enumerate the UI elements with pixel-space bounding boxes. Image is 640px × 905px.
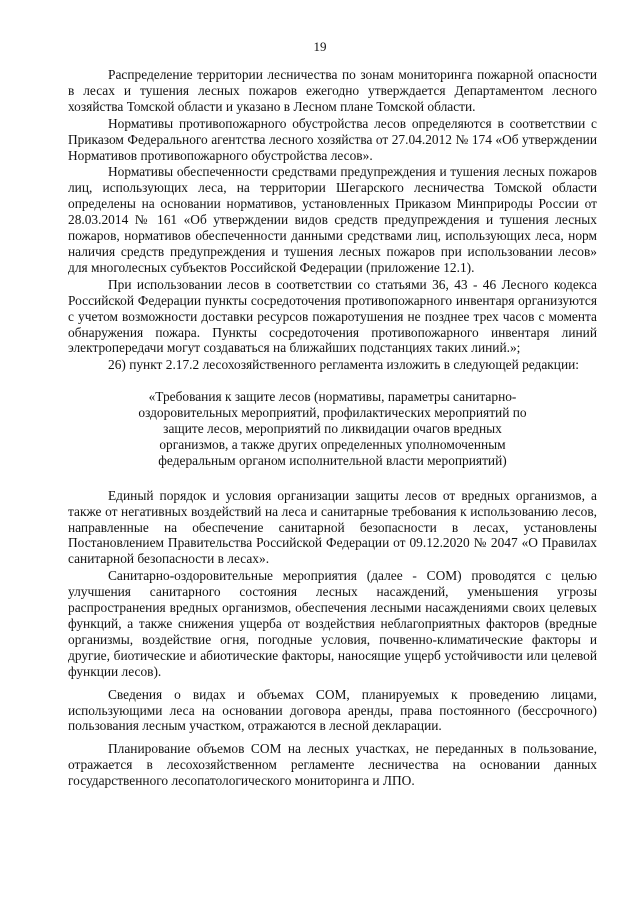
- paragraph-sanitary-measures: Санитарно-оздоровительные мероприятия (далее - СОМ) проводятся с целью улучшения санитарного состояния лесных насаждений, уменьшения угрозы распространения вредных организмов, обеспечения лесными насаждениями своих целевых функций, а также снижения ущерба от воздействия неблагоприятных факторов (вредные организмы, воздействие огня, погодные условия, почвенно-климатические факторы и другие, биотические и абиотические факторы, наносящие ущерб устойчивости или целевой функции лесов).: [68, 568, 597, 679]
- paragraph-fire-zones: Распределение территории лесничества по зонам мониторинга пожарной опасности в лесах и тушения лесных пожаров ежегодно утверждается Департаментом лесного хозяйства Томской области и указано в Лесном плане Томской области.: [68, 67, 597, 114]
- paragraph-fire-equipment-norms: Нормативы противопожарного обустройства лесов определяются в соответствии с Приказом Федерального агентства лесного хозяйства от 27.04.2012 № 174 «Об утверждении Нормативов противопожарного обустройства лесов».: [68, 115, 597, 163]
- document-body: [68, 67, 597, 789]
- paragraph-protection-order: Единый порядок и условия организации защиты лесов от вредных организмов, а также от негативных воздействий на леса и санитарные требования к использованию лесов, направленные на обеспечение санитарной безопасности в лесах, установлены Постановлением Правительства Российской Федерации от 09.12.2020 № 2047 «О Правилах санитарной безопасности в лесах».: [68, 487, 597, 567]
- page-number: 19: [313, 39, 327, 54]
- paragraph-fire-means-norms: Нормативы обеспеченности средствами предупреждения и тушения лесных пожаров лиц, использующих леса, на территории Шегарского лесничества Томской области определены на основании нормативов, установленных Приказом Минприроды России от 28.03.2014 № 161 «Об утверждении видов средств предупреждения и тушения лесных пожаров, нормативов обеспеченности данными средствами лиц, использующих леса, норм наличия средств предупреждения и тушения лесных пожаров при использовании лесов» для многолесных субъектов Российской Федерации (приложение 12.1).: [68, 164, 597, 275]
- section-heading: «Требования к защите лесов (нормативы, параметры санитарно-оздоровительных мероприятий, профилактических мероприятий по защите лесов, мероприятий по ликвидации очагов вредных организмов, а также других определенных уполномоченным федеральным органом исполнительной власти мероприятий): [138, 389, 527, 468]
- paragraph-amendment-item: 26) пункт 2.17.2 лесохозяйственного регламента изложить в следующей редакции:: [108, 357, 580, 373]
- paragraph-som-declaration: Сведения о видах и объемах СОМ, планируемых к проведению лицами, использующими леса на основании договора аренды, права постоянного (бессрочного) пользования лесным участком, отражаются в лесной декларации.: [68, 686, 597, 734]
- paragraph-fire-equipment-points: При использовании лесов в соответствии со статьями 36, 43 - 46 Лесного кодекса Российской Федерации пункты сосредоточения противопожарного инвентаря организуются с учетом возможности доставки ресурсов пожаротушения не позднее трех часов с момента обнаружения пожара. Пункты сосредоточения противопожарного инвентаря линий электропередачи могут создаваться на ближайших подстанциях таких линий.»;: [68, 276, 597, 356]
- paragraph-som-planning: Планирование объемов СОМ на лесных участках, не переданных в пользование, отражается в лесохозяйственном регламенте лесничества на основании данных государственного лесопатологического мониторинга и ЛПО.: [68, 741, 597, 789]
